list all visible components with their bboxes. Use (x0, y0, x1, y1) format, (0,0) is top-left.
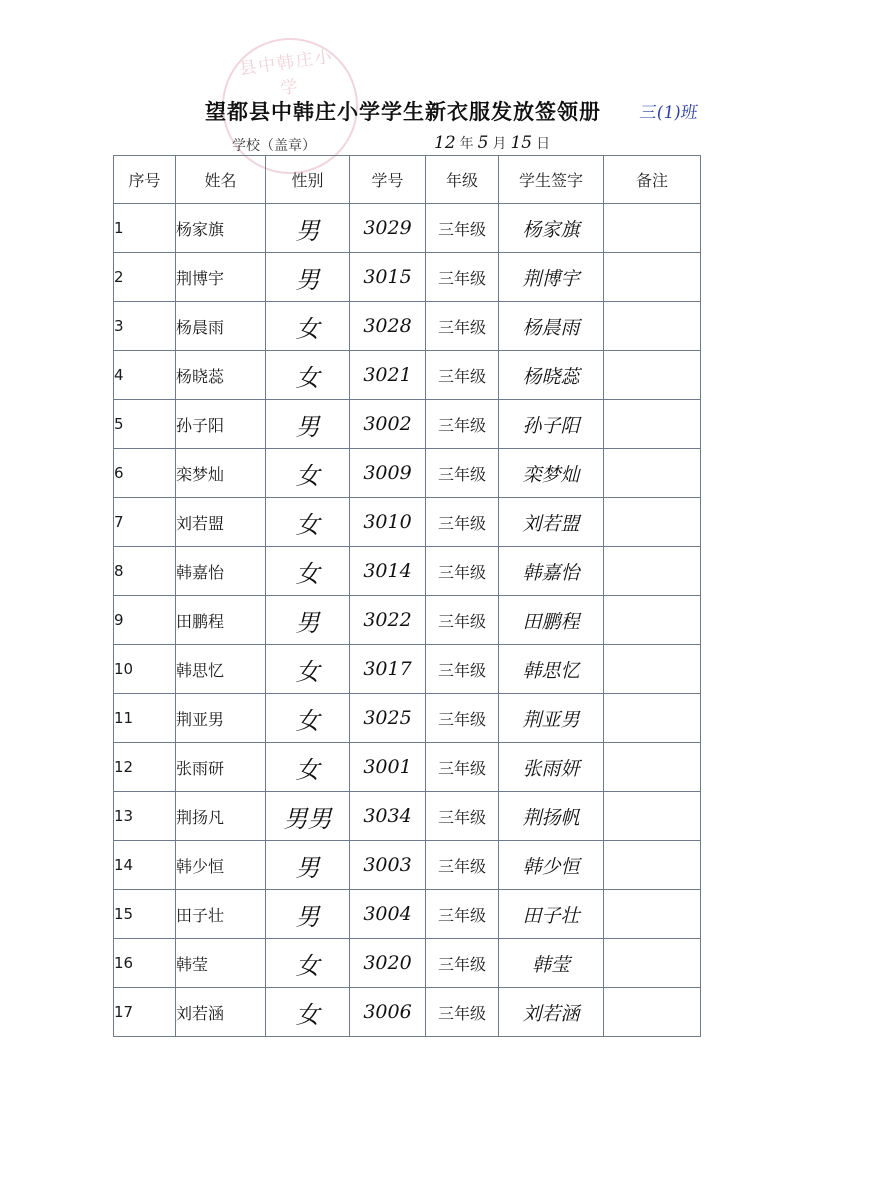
remark (604, 939, 701, 988)
row-number: 10 (114, 645, 176, 694)
student-signature: 张雨妍 (499, 743, 604, 792)
remark (604, 890, 701, 939)
remark (604, 204, 701, 253)
table-row (114, 645, 701, 694)
grade: 三年级 (426, 694, 499, 743)
row-number: 16 (114, 939, 176, 988)
remark (604, 498, 701, 547)
date-year-label: 年 (459, 136, 474, 152)
gender-handwritten: 男 (266, 400, 350, 449)
table-row (114, 204, 701, 253)
remark (604, 792, 701, 841)
gender-handwritten: 男 (266, 596, 350, 645)
date-year: 12 (434, 133, 456, 153)
student-id-handwritten: 3029 (350, 204, 426, 253)
row-number: 13 (114, 792, 176, 841)
table-row (114, 253, 701, 302)
student-id-handwritten: 3028 (350, 302, 426, 351)
gender-handwritten: 女 (266, 939, 350, 988)
table-row (114, 792, 701, 841)
grade: 三年级 (426, 841, 499, 890)
student-name: 刘若涵 (176, 988, 266, 1037)
grade: 三年级 (426, 253, 499, 302)
student-name: 韩嘉怡 (176, 547, 266, 596)
student-id-handwritten: 3034 (350, 792, 426, 841)
table-header-row (114, 156, 701, 204)
header-gender: 性别 (266, 156, 350, 204)
grade: 三年级 (426, 498, 499, 547)
row-number: 3 (114, 302, 176, 351)
student-signature: 荆亚男 (499, 694, 604, 743)
grade: 三年级 (426, 302, 499, 351)
table-row (114, 841, 701, 890)
table-row (114, 596, 701, 645)
remark (604, 988, 701, 1037)
row-number: 12 (114, 743, 176, 792)
student-name: 韩思忆 (176, 645, 266, 694)
header-grade: 年级 (426, 156, 499, 204)
student-id-handwritten: 3020 (350, 939, 426, 988)
student-id-handwritten: 3017 (350, 645, 426, 694)
row-number: 11 (114, 694, 176, 743)
remark (604, 449, 701, 498)
student-id-handwritten: 3021 (350, 351, 426, 400)
student-signature: 杨晓蕊 (499, 351, 604, 400)
student-id-handwritten: 3009 (350, 449, 426, 498)
header-name: 姓名 (176, 156, 266, 204)
table-row (114, 351, 701, 400)
grade: 三年级 (426, 400, 499, 449)
grade: 三年级 (426, 449, 499, 498)
student-name: 韩少恒 (176, 841, 266, 890)
student-signature: 韩莹 (499, 939, 604, 988)
page-title: 望都县中韩庄小学学生新衣服发放签领册 (205, 100, 601, 124)
header-student-id: 学号 (350, 156, 426, 204)
class-note-handwritten: 三(1)班 (638, 103, 700, 123)
grade: 三年级 (426, 204, 499, 253)
student-signature: 孙子阳 (499, 400, 604, 449)
gender-handwritten: 男 (266, 253, 350, 302)
header-remark: 备注 (604, 156, 701, 204)
school-seal-label: 学校（盖章） (232, 138, 316, 154)
student-id-handwritten: 3002 (350, 400, 426, 449)
table-row (114, 302, 701, 351)
row-number: 4 (114, 351, 176, 400)
grade: 三年级 (426, 351, 499, 400)
student-signature: 荆扬帆 (499, 792, 604, 841)
student-id-handwritten: 3022 (350, 596, 426, 645)
date-month-label: 月 (492, 136, 507, 152)
table-row (114, 449, 701, 498)
row-number: 14 (114, 841, 176, 890)
student-signature: 荆博宇 (499, 253, 604, 302)
student-signature: 田鹏程 (499, 596, 604, 645)
gender-handwritten: 女 (266, 988, 350, 1037)
grade: 三年级 (426, 988, 499, 1037)
student-name: 荆博宇 (176, 253, 266, 302)
student-name: 荆扬凡 (176, 792, 266, 841)
student-name: 杨家旗 (176, 204, 266, 253)
remark (604, 596, 701, 645)
row-number: 8 (114, 547, 176, 596)
table-row (114, 547, 701, 596)
row-number: 2 (114, 253, 176, 302)
student-name: 韩莹 (176, 939, 266, 988)
remark (604, 547, 701, 596)
gender-handwritten: 女 (266, 351, 350, 400)
seal-text: 县中韩庄小学 (238, 46, 336, 100)
table-row (114, 498, 701, 547)
table-row (114, 743, 701, 792)
student-name: 张雨研 (176, 743, 266, 792)
row-number: 9 (114, 596, 176, 645)
student-signature: 韩嘉怡 (499, 547, 604, 596)
remark (604, 743, 701, 792)
table-row (114, 939, 701, 988)
issue-date (430, 133, 550, 153)
remark (604, 253, 701, 302)
gender-handwritten: 女 (266, 449, 350, 498)
table-row (114, 400, 701, 449)
gender-handwritten: 男 (266, 890, 350, 939)
grade: 三年级 (426, 596, 499, 645)
grade: 三年级 (426, 547, 499, 596)
grade: 三年级 (426, 939, 499, 988)
row-number: 15 (114, 890, 176, 939)
student-signature: 刘若涵 (499, 988, 604, 1037)
row-number: 1 (114, 204, 176, 253)
student-name: 杨晓蕊 (176, 351, 266, 400)
gender-handwritten: 女 (266, 498, 350, 547)
student-id-handwritten: 3014 (350, 547, 426, 596)
date-day-label: 日 (536, 136, 551, 152)
grade: 三年级 (426, 743, 499, 792)
table-row (114, 890, 701, 939)
gender-handwritten: 男 (266, 841, 350, 890)
student-signature: 韩少恒 (499, 841, 604, 890)
student-name: 刘若盟 (176, 498, 266, 547)
row-number: 6 (114, 449, 176, 498)
gender-handwritten: 女 (266, 302, 350, 351)
table-row (114, 988, 701, 1037)
student-name: 荆亚男 (176, 694, 266, 743)
gender-handwritten: 男 (266, 204, 350, 253)
student-signature: 杨晨雨 (499, 302, 604, 351)
remark (604, 645, 701, 694)
student-id-handwritten: 3025 (350, 694, 426, 743)
gender-handwritten: 男男 (266, 792, 350, 841)
student-signature: 田子壮 (499, 890, 604, 939)
remark (604, 841, 701, 890)
row-number: 5 (114, 400, 176, 449)
student-id-handwritten: 3015 (350, 253, 426, 302)
table-row (114, 694, 701, 743)
student-id-handwritten: 3001 (350, 743, 426, 792)
row-number: 17 (114, 988, 176, 1037)
gender-handwritten: 女 (266, 547, 350, 596)
student-id-handwritten: 3010 (350, 498, 426, 547)
student-signature: 刘若盟 (499, 498, 604, 547)
student-id-handwritten: 3003 (350, 841, 426, 890)
remark (604, 400, 701, 449)
student-name: 孙子阳 (176, 400, 266, 449)
row-number: 7 (114, 498, 176, 547)
gender-handwritten: 女 (266, 694, 350, 743)
distribution-roster-table (113, 155, 701, 1037)
remark (604, 302, 701, 351)
header-number: 序号 (114, 156, 176, 204)
gender-handwritten: 女 (266, 645, 350, 694)
grade: 三年级 (426, 645, 499, 694)
grade: 三年级 (426, 792, 499, 841)
student-signature: 韩思忆 (499, 645, 604, 694)
gender-handwritten: 女 (266, 743, 350, 792)
student-name: 田鹏程 (176, 596, 266, 645)
date-month: 5 (477, 133, 489, 153)
student-id-handwritten: 3004 (350, 890, 426, 939)
date-day: 15 (510, 133, 533, 153)
student-name: 栾梦灿 (176, 449, 266, 498)
student-name: 田子壮 (176, 890, 266, 939)
remark (604, 694, 701, 743)
remark (604, 351, 701, 400)
header-signature: 学生签字 (499, 156, 604, 204)
student-name: 杨晨雨 (176, 302, 266, 351)
grade: 三年级 (426, 890, 499, 939)
student-signature: 杨家旗 (499, 204, 604, 253)
student-signature: 栾梦灿 (499, 449, 604, 498)
student-id-handwritten: 3006 (350, 988, 426, 1037)
